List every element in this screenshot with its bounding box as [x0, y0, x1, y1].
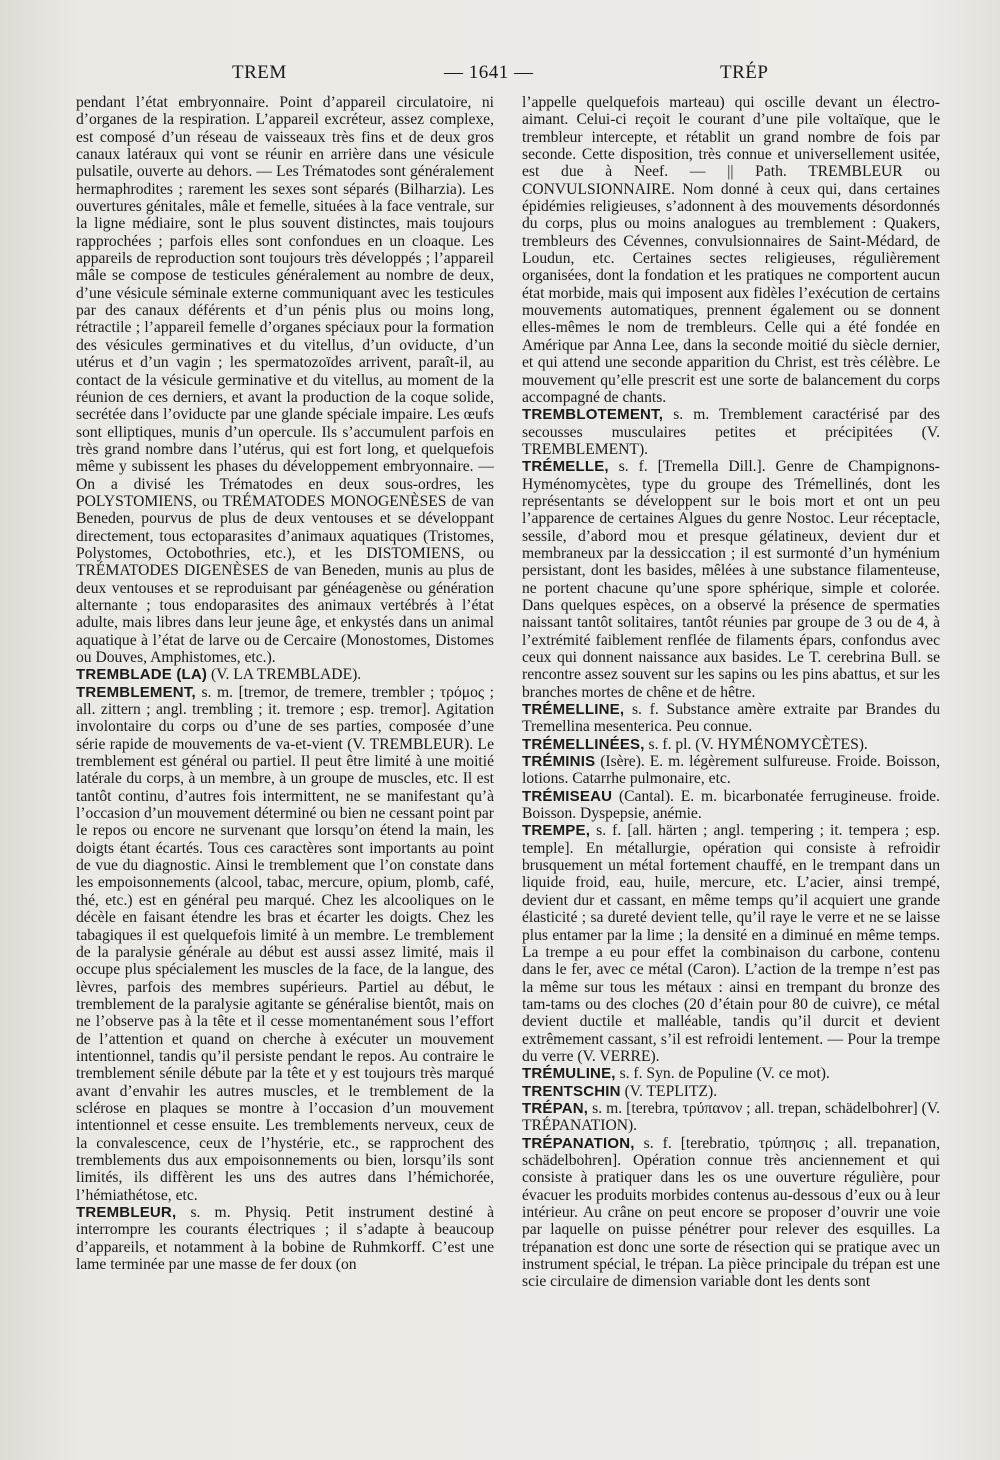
entry-tremellinees	[522, 736, 940, 753]
page-number: — 1641 —	[444, 62, 534, 83]
headword: TRÉMELLINE,	[522, 701, 625, 719]
right-column	[522, 94, 940, 1394]
entry-body: s. f. Substance amère extraite par Brandes du Tremellina mesenterica. Peu connue.	[522, 701, 940, 736]
entry-trempe	[522, 822, 940, 1065]
continued-paragraph: l’appelle quelquefois marteau) qui oscille devant un électro-aimant. Celui-ci reçoit le courant d’une pile voltaïque, que le trembleur intercepte, et rétablit un grand nombre de fois par seconde. Cette disposition, très connue et universellement usitée, est due à Neef. — || Path. TREMBLEUR ou CONVULSIONNAIRE. Nom donné à ceux qui, dans certaines épidémies religieuses, s’adonnent à des mouvements désordonnés du corps, plus ou moins analogues au tremblement : Quakers, trembleurs des Cévennes, convulsionnaires de Saint-Médard, de Loudun, etc. Certaines sectes religieuses, régulièrement organisées, dont la fondation et les pratiques ne comportent aucun état morbide, mais qui imposent aux fidèles l’exécution de certains mouvements automatiques, prennent également ou se donnent elles-mêmes le nom de trembleurs. Celle qui a été fondée en Amérique par Anna Lee, dans la seconde moitié du siècle dernier, et qui attend une seconde apparition du Christ, est très célèbre. Le mouvement qu’elle prescrit est une sorte de balancement du corps accompagné de chants.	[522, 94, 940, 406]
headword: TRÉMULINE,	[522, 1065, 616, 1083]
headword: TRÉMISEAU	[522, 787, 613, 805]
headword: TREMPE,	[522, 822, 591, 840]
running-head-left: TREM	[232, 62, 287, 83]
running-head-right: TRÉP	[720, 62, 769, 83]
headword: TRENTSCHIN	[522, 1082, 621, 1100]
entry-tremelline	[522, 701, 940, 736]
headword: TREMBLEUR,	[76, 1204, 177, 1221]
entry-treminis	[522, 753, 940, 788]
entry-trembleur	[76, 1204, 494, 1273]
entry-body: s. f. pl. (V. HYMÉNOMYCÈTES).	[644, 735, 868, 753]
entry-tremiseau	[522, 788, 940, 823]
entry-body: (V. LA TREMBLADE).	[207, 666, 362, 684]
entry-tremblotement	[522, 406, 940, 458]
entry-body: (V. TEPLITZ).	[620, 1082, 718, 1100]
entry-tremblement	[76, 684, 494, 1204]
entry-body: s. m. Physiq. Petit instrument destiné à interrompre les courants électriques ; il s’adapte à beaucoup d’appareils, et notamment à la bobine de Ruhmkorff. C’est une lame terminée par une masse de fer doux (on	[76, 1204, 494, 1274]
entry-body: s. f. [terebratio, τρύπησις ; all. trepanation, schädelbohren]. Opération connue très anciennement et qui consiste à pratiquer dans les os une ouverture régulière, pour évacuer les produits morbides contenus au-dessous d’eux ou à leur intérieur. Au crâne on peut encore se proposer d’ouvrir une voie par laquelle on puisse pénétrer pour relever des esquilles. La trépanation est donc une sorte de résection qui se pratique avec un instrument spécial, le trépan. La pièce principale du trépan est une scie circulaire de dimension variable dont les dents sont	[522, 1134, 940, 1291]
left-column	[76, 94, 494, 1394]
running-head	[0, 62, 1000, 90]
headword: TREMBLOTEMENT,	[522, 406, 664, 424]
headword: TRÉPANATION,	[522, 1134, 635, 1152]
continued-paragraph: pendant l’état embryonnaire. Point d’appareil circulatoire, ni d’organes de la respiration. L’appareil excréteur, assez complexe, est composé d’un réseau de vaisseaux très fins et de deux gros canaux latéraux qui vont se réunir en arrière dans une vésicule pulsatile, ouverte au dehors. — Les Trématodes sont généralement hermaphrodites ; rarement les sexes sont séparés (Bilharzia). Les ouvertures génitales, mâle et femelle, situées à la face ventrale, sur la ligne médiaire, sont le plus souvent distinctes, mais toujours rapprochées ; parfois elles sont confondues en un cloaque. Les appareils de reproduction sont toujours très développés ; l’appareil mâle se compose de testicules généralement au nombre de deux, d’une vésicule séminale externe communiquant avec les testicules par des canaux déférents et d’un pénis plus ou moins long, rétractile ; l’appareil femelle d’organes spéciaux pour la formation des vésicules germinatives et du vitellus, d’un oviducte, d’un utérus et d’un vagin ; les spermatozoïdes arrivent, paraît-il, au contact de la vésicule germinative et du vitellus, au moment de la réunion de ces derniers, et avant la production de la coque solide, secrétée dans l’oviducte par une glande spéciale impaire. Les œufs sont elliptiques, munis d’un opercule. Ils s’accumulent parfois en très grand nombre dans l’utérus, qui est fort long, et quelquefois même y subissent les phases du développement embryonnaire. — On a divisé les Trématodes en deux sous-ordres, les POLYSTOMIENS, ou TRÉMATODES MONOGENÈSES de van Beneden, pourvus de plus de deux ventouses et se développant directement, tous ectoparasites d’animaux aquatiques (Tristomes, Polystomes, Octobothries, etc.), et les DISTOMIENS, ou TRÉMATODES DIGENÈSES de van Beneden, munis au plus de deux ventouses et se reproduisant par généagenèse ou génération alternante ; tous endoparasites des animaux vertébrés à l’état adulte, mais libres dans leur jeune âge, et enkystés dans un animal aquatique à l’état de larve ou de Cercaire (Monostomes, Distomes ou Douves, Amphistomes, etc.).	[76, 94, 494, 666]
entry-tremuline	[522, 1065, 940, 1082]
entry-body: s. f. Syn. de Populine (V. ce mot).	[615, 1065, 830, 1083]
entry-body: (Cantal). E. m. bicarbonatée ferrugineuse. froide. Boisson. Dyspepsie, anémie.	[522, 787, 940, 823]
entry-tremblade	[76, 666, 494, 683]
entry-trepan	[522, 1100, 940, 1135]
entry-body: (Isère). E. m. légèrement sulfureuse. Froide. Boisson, lotions. Catarrhe pulmonaire, etc.	[522, 753, 940, 788]
headword: TREMBLADE (LA)	[76, 666, 208, 684]
headword: TRÉMELLE,	[522, 458, 609, 476]
entry-tremelle	[522, 458, 940, 701]
headword: TRÉMINIS	[522, 753, 596, 771]
headword: TRÉPAN,	[522, 1099, 589, 1117]
entry-body: s. m. Tremblement caractérisé par des secousses musculaires petites et précipitées (V. TREMBLEMENT).	[522, 406, 940, 458]
entry-body: s. m. [tremor, de tremere, trembler ; τρόμος ; all. zittern ; angl. trembling ; it. tremore ; esp. tremor]. Agitation involontaire du corps ou d’une de ses parties, composée d’une série rapide de mouvements de va-et-vient (V. TREMBLEUR). Le tremblement est général ou partiel. Il peut être limité à une moitié latérale du corps, à un membre, à un groupe de muscles, etc. Il est tantôt continu, d’autres fois intermittent, ne se manifestant qu’à l’occasion d’un mouvement déterminé ou bien ne cessant point par le repos ou encore ne survenant que lorsqu’on étend la main, les doigts étant écartés. Tous ces caractères sont importants au point de vue du diagnostic. Ainsi le tremblement que l’on constate dans les empoisonnements (alcool, tabac, mercure, opium, plomb, café, thé, etc.) est en général peu marqué. Chez les alcooliques on le décèle en faisant étendre les bras et écarter les doigts. Chez les tabagiques il est quelquefois limité à un membre. Le tremblement de la paralysie générale au début est aussi assez limité, mais il occupe plus spécialement les muscles de la face, de la langue, des lèvres, parfois des membres supérieurs. Partiel au début, le tremblement de la paralysie agitante se généralise bientôt, mais on ne l’observe pas à la tête et il cesse momentanément sous l’effort de l’attention et quand on cherche à exécuter un mouvement intentionnel, tandis qu’il persiste pendant le repos. Au contraire le tremblement sénile débute par la tête et y est toujours très marqué avant d’envahir les autres muscles, et le tremblement de la sclérose en plaques se montre à l’occasion d’un mouvement intentionnel et cesse ensuite. Les tremblements nerveux, ceux de la convalescence, ceux de l’hystérie, etc., se rapprochent des tremblements dus aux empoisonnements ou bien, lorsqu’ils sont limités, ils diffèrent les uns des autres dans l’hémichorée, l’hémiathétose, etc.	[76, 683, 494, 1204]
text-columns	[76, 94, 940, 1394]
entry-body: s. m. [terebra, τρύπανον ; all. trepan, schädelbohrer] (V. TRÉPANATION).	[522, 1099, 940, 1135]
entry-trepanation	[522, 1135, 940, 1291]
entry-trentschin	[522, 1083, 940, 1100]
headword: TREMBLEMENT,	[76, 683, 196, 701]
entry-body: s. f. [Tremella Dill.]. Genre de Champignons-Hyménomycètes, type du groupe des Trémellinés, dont les représentants se développent sur le bois mort et ont un peu l’apparence de certaines Algues du genre Nostoc. Leur réceptacle, sessile, d’abord mou et presque gélatineux, devient dur et membraneux par la dessiccation ; il est surmonté d’un hyménium persistant, dont les basides, mêlées à une substance filamenteuse, ne portent chacune qu’une spore sphérique, simple et colorée. Dans quelques espèces, on a observé la présence de spermaties naissant tantôt solitaires, tantôt réunies par groupe de 3 ou de 4, à l’extrémité faiblement renflée de filaments épars, confondus avec ceux qui donnent naissance aux basides. Le T. cerebrina Bull. se rencontre assez souvent sur les sapins ou les pins abattus, et sur les branches mortes de chêne et de hêtre.	[522, 458, 940, 701]
entry-body: s. f. [all. härten ; angl. tempering ; it. tempera ; esp. temple]. En métallurgie, opération qui consiste à refroidir brusquement un métal fortement chauffé, en le trempant dans un liquide froid, eau, huile, mercure, etc. L’acier, ainsi trempé, devient dur et cassant, en même temps qu’il acquiert une grande élasticité ; sa dureté devient telle, qu’il raye le verre et ne se laisse plus entamer par la lime ; la densité en a diminué en même temps. La trempe a eu pour effet la combinaison du carbone, contenu dans le fer, avec ce métal (Caron). L’action de la trempe n’est pas la même sur tous les métaux : ainsi en trempant du bronze des tam-tams ou des cloches (20 d’étain pour 80 de cuivre), ce métal devient ductile et malléable, tandis qu’il durcit et devient extrêmement cassant, s’il est refroidi lentement. — Pour la trempe du verre (V. VERRE).	[522, 822, 940, 1065]
headword: TRÉMELLINÉES,	[522, 735, 645, 753]
